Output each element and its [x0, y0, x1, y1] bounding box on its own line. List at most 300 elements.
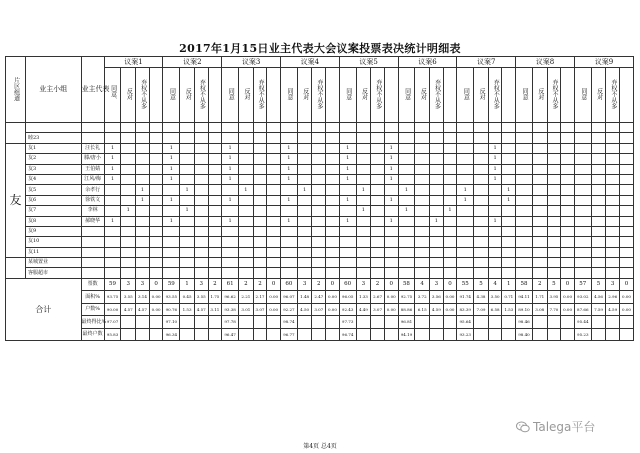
summary-value: [620, 328, 634, 341]
vote-mark: [443, 154, 457, 164]
vote-mark: [238, 174, 253, 184]
vote-mark: [398, 216, 415, 226]
vote-mark: [591, 268, 606, 278]
summary-value: [384, 328, 398, 341]
vote-mark: [267, 164, 281, 174]
vote-mark: [443, 247, 457, 257]
vote-mark: [180, 195, 195, 205]
region-cell: 友: [6, 143, 26, 257]
vote-mark: [208, 164, 222, 174]
summary-value: 97.07: [104, 316, 121, 329]
summary-value: 5: [591, 278, 606, 291]
summary-value: 4.38: [474, 291, 489, 304]
vote-mark: [194, 247, 208, 257]
summary-value: 3: [194, 278, 208, 291]
vote-mark: [516, 195, 533, 205]
group-cell: 友8: [25, 216, 81, 226]
vote-col-abstain: [371, 68, 385, 123]
vote-mark: [398, 258, 415, 268]
vote-mark: [430, 154, 444, 164]
vote-col-agree: [516, 68, 533, 123]
vote-mark: [339, 206, 356, 216]
rep-cell: [81, 133, 104, 143]
vote-mark: 1: [356, 185, 371, 195]
vote-mark: [415, 143, 430, 153]
vote-col-agree-text: 同意、: [109, 84, 117, 103]
rep-cell: [81, 237, 104, 247]
vote-mark: [104, 237, 121, 247]
vote-mark: [474, 185, 489, 195]
summary-value: 96.07: [280, 291, 297, 304]
group-cell: 友11: [25, 247, 81, 257]
summary-value: 94.19: [398, 328, 415, 341]
vote-col-blank: [149, 68, 163, 123]
vote-mark: [371, 216, 385, 226]
vote-mark: [547, 133, 561, 143]
vote-mark: [163, 206, 180, 216]
vote-mark: [443, 164, 457, 174]
summary-value: 0: [149, 278, 163, 291]
vote-mark: [297, 164, 312, 174]
vote-mark: [430, 123, 444, 133]
vote-mark: [326, 185, 340, 195]
vote-mark: [430, 268, 444, 278]
vote-mark: [208, 247, 222, 257]
vote-mark: [415, 185, 430, 195]
vote-mark: [280, 247, 297, 257]
vote-col-agree: [280, 68, 297, 123]
vote-mark: [297, 195, 312, 205]
vote-col-abstain: [312, 68, 326, 123]
vote-mark: [591, 206, 606, 216]
vote-mark: [149, 164, 163, 174]
vote-mark: [312, 133, 326, 143]
table-row: [6, 133, 634, 143]
vote-mark: [516, 154, 533, 164]
vote-col-agree: [339, 68, 356, 123]
vote-mark: [297, 237, 312, 247]
vote-mark: [194, 216, 208, 226]
summary-value: 90.00: [104, 303, 121, 316]
summary-value: 97.10: [163, 316, 180, 329]
vote-mark: [267, 237, 281, 247]
vote-mark: [312, 268, 326, 278]
vote-mark: [474, 226, 489, 236]
vote-mark: [104, 185, 121, 195]
vote-mark: [194, 174, 208, 184]
vote-col-oppose-text: 反对: [536, 88, 544, 100]
motion-header: 议案8: [516, 57, 575, 68]
summary-value: 2.96: [606, 291, 620, 304]
vote-mark: [312, 185, 326, 195]
vote-mark: [326, 154, 340, 164]
vote-mark: [280, 258, 297, 268]
vote-mark: 1: [339, 154, 356, 164]
summary-value: [194, 316, 208, 329]
summary-value: 90.76: [163, 303, 180, 316]
vote-mark: [371, 185, 385, 195]
vote-col-oppose: [356, 68, 371, 123]
vote-mark: [457, 216, 474, 226]
vote-mark: [574, 206, 591, 216]
vote-mark: [384, 133, 398, 143]
vote-mark: [620, 258, 634, 268]
vote-mark: [326, 268, 340, 278]
summary-value: 0.00: [384, 303, 398, 316]
summary-value: 91.74: [457, 291, 474, 304]
vote-mark: [312, 237, 326, 247]
summary-value: 83.39: [457, 303, 474, 316]
summary-value: 3.72: [415, 291, 430, 304]
summary-value: 59: [104, 278, 121, 291]
vote-col-abstain-text: 弃权不从多: [433, 78, 441, 109]
vote-mark: [606, 247, 620, 257]
vote-mark: [591, 195, 606, 205]
vote-mark: [180, 143, 195, 153]
summary-value: 2.47: [312, 291, 326, 304]
watermark: [516, 418, 595, 435]
vote-mark: [502, 133, 516, 143]
vote-col-blank: [561, 68, 575, 123]
summary-value: 0.00: [267, 291, 281, 304]
vote-mark: [238, 206, 253, 216]
summary-value: 3.55: [194, 291, 208, 304]
summary-value: [312, 316, 326, 329]
vote-mark: [326, 195, 340, 205]
summary-value: 1: [180, 278, 195, 291]
vote-mark: [208, 237, 222, 247]
vote-mark: [591, 143, 606, 153]
vote-mark: [620, 216, 634, 226]
summary-value: [415, 316, 430, 329]
vote-mark: [547, 123, 561, 133]
vote-mark: [516, 185, 533, 195]
summary-value: [430, 316, 444, 329]
vote-mark: 1: [280, 164, 297, 174]
vote-mark: [136, 123, 150, 133]
summary-value: 92.43: [339, 303, 356, 316]
vote-mark: [574, 185, 591, 195]
summary-value: 93.55: [163, 291, 180, 304]
summary-value: [180, 316, 195, 329]
summary-value: 3: [297, 278, 312, 291]
summary-value: 2: [532, 278, 547, 291]
vote-mark: [222, 133, 239, 143]
vote-mark: [136, 216, 150, 226]
vote-mark: [620, 195, 634, 205]
vote-mark: [398, 247, 415, 257]
vote-mark: [267, 123, 281, 133]
vote-mark: [149, 247, 163, 257]
vote-mark: [371, 133, 385, 143]
vote-mark: [356, 143, 371, 153]
vote-mark: [149, 195, 163, 205]
summary-value: [443, 328, 457, 341]
summary-value: 1.75: [208, 291, 222, 304]
vote-mark: [591, 164, 606, 174]
vote-mark: [574, 226, 591, 236]
summary-value: 0.00: [620, 303, 634, 316]
vote-mark: [430, 133, 444, 143]
vote-mark: [326, 206, 340, 216]
vote-mark: [297, 226, 312, 236]
vote-mark: [474, 216, 489, 226]
summary-value: [591, 328, 606, 341]
vote-mark: [457, 258, 474, 268]
motion-header: 议案9: [574, 57, 633, 68]
vote-mark: [326, 143, 340, 153]
vote-col-oppose: [591, 68, 606, 123]
vote-col-abstain: [136, 68, 150, 123]
vote-mark: [415, 195, 430, 205]
vote-mark: [253, 206, 267, 216]
summary-value: 3.11: [208, 303, 222, 316]
summary-value: 3.55: [121, 291, 136, 304]
summary-value: 58: [516, 278, 533, 291]
vote-col-abstain-text: 弃权不从多: [257, 78, 265, 109]
vote-mark: [532, 174, 547, 184]
vote-mark: [163, 237, 180, 247]
vote-mark: [371, 226, 385, 236]
vote-mark: [253, 185, 267, 195]
vote-mark: [180, 226, 195, 236]
summary-value: [620, 316, 634, 329]
vote-mark: [238, 164, 253, 174]
summary-value: 1.71: [532, 291, 547, 304]
vote-mark: [547, 247, 561, 257]
vote-mark: [297, 268, 312, 278]
summary-value: [194, 328, 208, 341]
vote-mark: [312, 123, 326, 133]
summary-row: [6, 303, 634, 316]
vote-mark: [574, 195, 591, 205]
vote-mark: [356, 154, 371, 164]
vote-mark: [502, 237, 516, 247]
vote-mark: [502, 226, 516, 236]
vote-mark: [208, 123, 222, 133]
vote-col-abstain-text: 弃权不从多: [315, 78, 323, 109]
vote-mark: [238, 133, 253, 143]
vote-mark: [561, 133, 575, 143]
vote-mark: [591, 216, 606, 226]
vote-mark: [222, 268, 239, 278]
summary-value: [121, 328, 136, 341]
summary-value: 61: [222, 278, 239, 291]
vote-col-abstain-text: 弃权不从多: [551, 78, 559, 109]
vote-mark: [371, 154, 385, 164]
vote-mark: [194, 154, 208, 164]
vote-mark: [121, 226, 136, 236]
vote-mark: 1: [280, 195, 297, 205]
vote-mark: [326, 216, 340, 226]
vote-mark: [238, 258, 253, 268]
vote-mark: [591, 237, 606, 247]
vote-col-agree-text: 同意: [286, 88, 294, 100]
summary-value: 1.53: [180, 303, 195, 316]
summary-value: 5: [474, 278, 489, 291]
vote-mark: [474, 258, 489, 268]
vote-mark: [561, 174, 575, 184]
group-cell: 友5: [25, 185, 81, 195]
summary-value: 3.01: [238, 303, 253, 316]
summary-value: 3.08: [532, 303, 547, 316]
table-row: [6, 237, 634, 247]
group-cell: 某城置业: [25, 258, 81, 268]
vote-mark: [267, 226, 281, 236]
vote-mark: [222, 185, 239, 195]
summary-value: 0: [384, 278, 398, 291]
vote-mark: [208, 154, 222, 164]
vote-col-oppose-text: 反对: [184, 88, 192, 100]
vote-mark: [339, 226, 356, 236]
vote-mark: [591, 154, 606, 164]
vote-mark: [312, 258, 326, 268]
vote-mark: [516, 237, 533, 247]
summary-value: 4.50: [297, 303, 312, 316]
vote-mark: [238, 237, 253, 247]
vote-mark: [457, 237, 474, 247]
vote-mark: [163, 226, 180, 236]
vote-mark: [208, 174, 222, 184]
summary-value: [267, 316, 281, 329]
vote-mark: [547, 258, 561, 268]
summary-value: 3.56: [430, 291, 444, 304]
vote-mark: [163, 247, 180, 257]
motion-header: 议案6: [398, 57, 457, 68]
rep-cell: [81, 123, 104, 133]
summary-value: 95.44: [574, 316, 591, 329]
summary-value: [606, 316, 620, 329]
summary-value: 4.57: [121, 303, 136, 316]
vote-mark: [163, 268, 180, 278]
vote-col-agree-text: 同意: [168, 88, 176, 100]
vote-mark: [443, 185, 457, 195]
vote-mark: 1: [136, 195, 150, 205]
vote-col-agree: [398, 68, 415, 123]
vote-mark: [253, 195, 267, 205]
vote-mark: [574, 133, 591, 143]
vote-col-oppose: [297, 68, 312, 123]
vote-mark: [606, 164, 620, 174]
rep-cell: 江风/梅: [81, 174, 104, 184]
vote-mark: [532, 133, 547, 143]
vote-mark: [267, 154, 281, 164]
vote-mark: [561, 216, 575, 226]
vote-mark: [180, 133, 195, 143]
vote-mark: [606, 195, 620, 205]
group-cell: 睦23: [25, 133, 81, 143]
rep-cell: 余孝行: [81, 185, 104, 195]
vote-mark: [606, 206, 620, 216]
summary-value: 1.48: [297, 291, 312, 304]
vote-mark: 1: [280, 216, 297, 226]
summary-value: 98.74: [280, 316, 297, 329]
vote-mark: 1: [238, 185, 253, 195]
vote-mark: [443, 174, 457, 184]
summary-value: [371, 328, 385, 341]
vote-mark: [312, 154, 326, 164]
summary-value: [415, 328, 430, 341]
vote-mark: [384, 226, 398, 236]
vote-mark: [398, 164, 415, 174]
vote-col-agree: [457, 68, 474, 123]
vote-col-abstain-text: 弃权不从多: [198, 78, 206, 109]
vote-mark: 1: [443, 206, 457, 216]
vote-mark: 1: [136, 185, 150, 195]
vote-mark: [591, 258, 606, 268]
summary-value: [502, 328, 516, 341]
vote-mark: [149, 143, 163, 153]
vote-mark: 1: [104, 164, 121, 174]
vote-mark: 1: [502, 185, 516, 195]
vote-mark: [474, 195, 489, 205]
vote-col-abstain-text: 弃权不从多: [139, 78, 147, 109]
vote-mark: [457, 247, 474, 257]
vote-mark: [312, 143, 326, 153]
vote-mark: [253, 258, 267, 268]
vote-mark: [149, 123, 163, 133]
vote-mark: [547, 154, 561, 164]
vote-mark: [398, 133, 415, 143]
summary-value: [591, 316, 606, 329]
vote-mark: [253, 226, 267, 236]
vote-col-blank: [443, 68, 457, 123]
summary-value: 98.40: [516, 328, 533, 341]
summary-value: 97.73: [339, 316, 356, 329]
vote-mark: 1: [356, 206, 371, 216]
vote-col-blank: [326, 68, 340, 123]
group-cell: 友7: [25, 206, 81, 216]
vote-col-blank: [267, 68, 281, 123]
summary-value: [547, 316, 561, 329]
vote-mark: [384, 237, 398, 247]
vote-mark: [532, 164, 547, 174]
vote-mark: [430, 206, 444, 216]
summary-value: 57: [574, 278, 591, 291]
vote-mark: [280, 185, 297, 195]
vote-col-agree-text: 同意: [344, 88, 352, 100]
vote-mark: [532, 185, 547, 195]
summary-value: [356, 316, 371, 329]
vote-mark: [443, 237, 457, 247]
vote-mark: [457, 143, 474, 153]
vote-mark: 1: [339, 195, 356, 205]
summary-value: 6.15: [415, 303, 430, 316]
group-cell: 客服超市: [25, 268, 81, 278]
vote-mark: [121, 133, 136, 143]
watermark-text: Talega平台: [533, 420, 596, 434]
vote-mark: [532, 154, 547, 164]
vote-mark: 1: [384, 195, 398, 205]
summary-value: 59: [163, 278, 180, 291]
vote-mark: [149, 206, 163, 216]
vote-col-oppose-text: 反对: [360, 88, 368, 100]
vote-mark: [574, 164, 591, 174]
rep-cell: 李林: [81, 206, 104, 216]
vote-mark: [339, 247, 356, 257]
summary-value: 60: [339, 278, 356, 291]
vote-mark: [104, 258, 121, 268]
motion-header: 议案4: [280, 57, 339, 68]
vote-mark: [488, 206, 502, 216]
vote-mark: [547, 185, 561, 195]
vote-mark: [356, 164, 371, 174]
vote-mark: [532, 143, 547, 153]
summary-value: [297, 328, 312, 341]
vote-mark: [163, 133, 180, 143]
summary-value: 2.17: [253, 291, 267, 304]
vote-mark: [532, 123, 547, 133]
